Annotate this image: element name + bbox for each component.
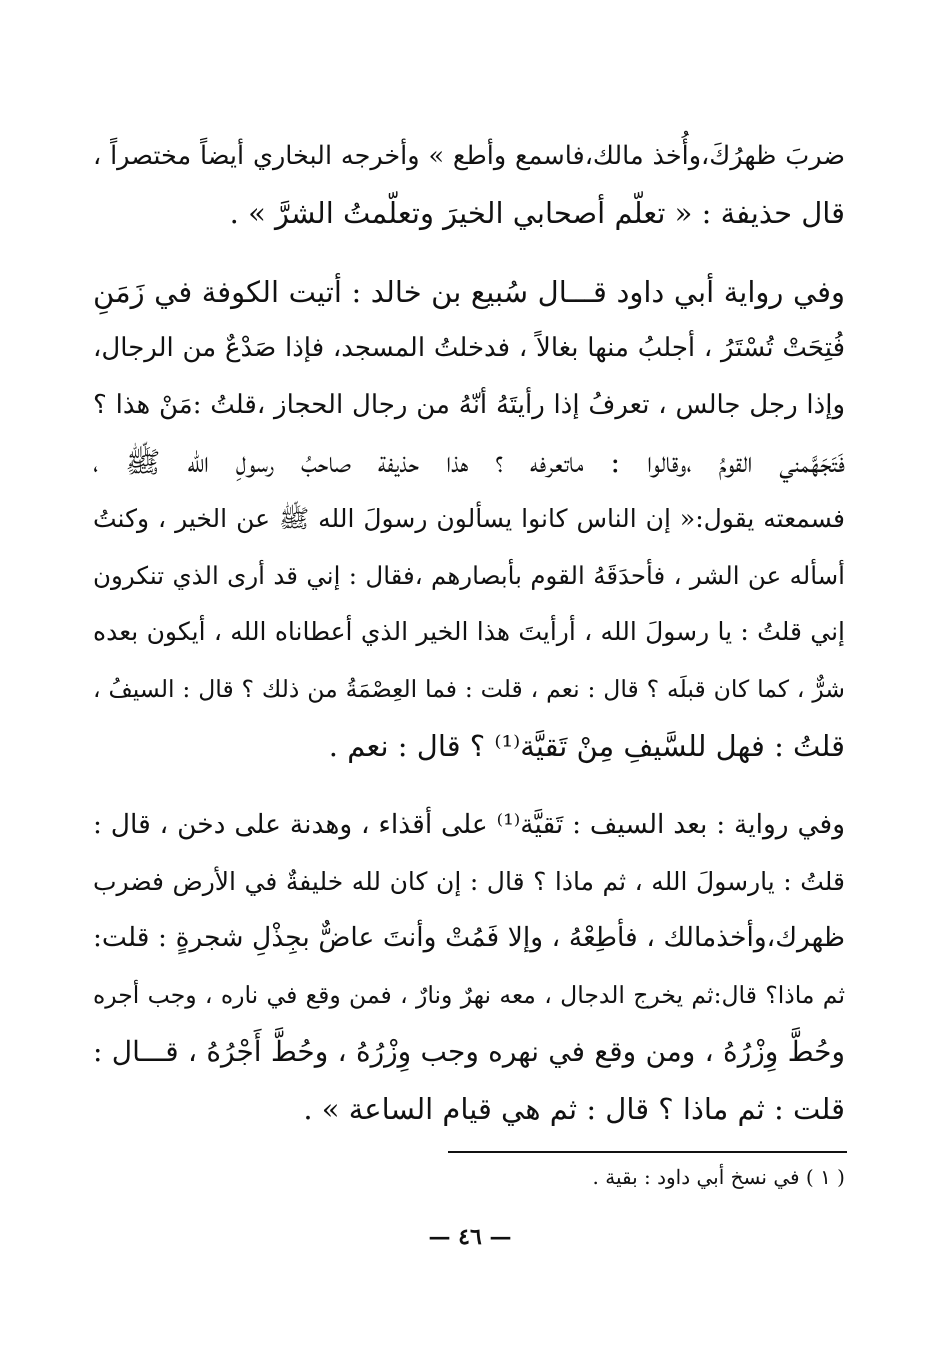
text-line: أسأله عن الشر ، فأحدَقَهُ القوم بأبصارهم ،فقال : إني قد أرى الذي تنكرون [93, 560, 845, 590]
text-line: قلتُ : فهل للسَّيفِ مِنْ تَقيَّة⁽¹⁾ ؟ قال : نعم . [328, 728, 845, 763]
paragraph-1 [93, 128, 845, 242]
text-line: قلتُ : يارسولَ الله ، ثم ماذا ؟ قال : إن كان لله خليفةٌ في الأرض فضرب [93, 866, 845, 896]
text-line: وفي رواية أبي داود قـــال سُبيع بن خالد : أتيت الكوفة في زَمَنِ [93, 274, 845, 309]
footnote-divider [448, 1151, 847, 1153]
paragraph-spacer [93, 242, 845, 264]
text-line: ثم ماذا؟ قال:ثم يخرج الدجال ، معه نهرٌ ونارٌ ، فمن وقع في ناره ، وجب أجره [93, 981, 845, 1010]
main-text [93, 128, 845, 1138]
text-line: شرٌّ ، كما كان قبلَه ؟ قال : نعم ، قلت : فما العِصْمَةُ من ذلك ؟ قال : السيفُ ، [93, 675, 845, 704]
text-line: فسمعته يقول:« إن الناس كانوا يسألون رسولَ الله ﷺ عن الخير ، وكنتُ [93, 503, 845, 533]
text-line: ظهرك،وأخذمالك ، فأطِعْهُ ، وإلا فَمُتْ وأنتَ عاضٌّ بجِذْلِ شجرةٍ : قلت: [93, 922, 845, 954]
text-line: إني قلتُ : يا رسولَ الله ، أرأيتَ هذا الخير الذي أعطاناه الله ، أيكون بعده [93, 617, 845, 647]
text-line: فُتِحَتْ تُسْتَرُ ، أجلبُ منها بغالاً ، فدخلتُ المسجد، فإذا صَدْعٌ من الرجال، [93, 333, 845, 364]
text-line: قال حذيفة : « تعلّم أصحابي الخيرَ وتعلّمتُ الشرَّ » . [229, 195, 845, 230]
text-line: فَتَجَهَّمني القومُ ،وقالوا : ماتعرفه ؟ هذا حذيفة صاحبُ رسولِ الله ﷺ ، [93, 444, 845, 479]
paragraph-3 [93, 797, 845, 1138]
page-number: — ٤٦ — [428, 1224, 512, 1250]
text-line: قلت : ثم ماذا ؟ قال : ثم هي قيام الساعة » . [303, 1091, 845, 1126]
text-line: وإذا رجل جالس ، تعرفُ إذا رأيتَهُ أنّهُ من رجال الحجاز ،قلتُ :مَنْ هذا ؟ [93, 390, 845, 421]
text-line: وحُطَّ وِزْرُهُ ، ومن وقع في نهره وجب وِزْرُهُ ، وحُطَّ أَجْرُهُ ، قـــال : [93, 1034, 845, 1068]
paragraph-2 [93, 264, 845, 775]
text-line: ضربَ ظهرُكَ،وأُخذ مالك،فاسمع وأطع » وأخرجه البخاري أيضاً مختصراً ، [93, 141, 845, 171]
footnote: ( ١ ) في نسخ أبي داود : بقية . [592, 1165, 845, 1189]
paragraph-spacer [93, 775, 845, 797]
text-line: وفي رواية : بعد السيف : تَقيَّة⁽¹⁾ على أقذاء ، وهدنة على دخن ، قال : [93, 808, 845, 840]
